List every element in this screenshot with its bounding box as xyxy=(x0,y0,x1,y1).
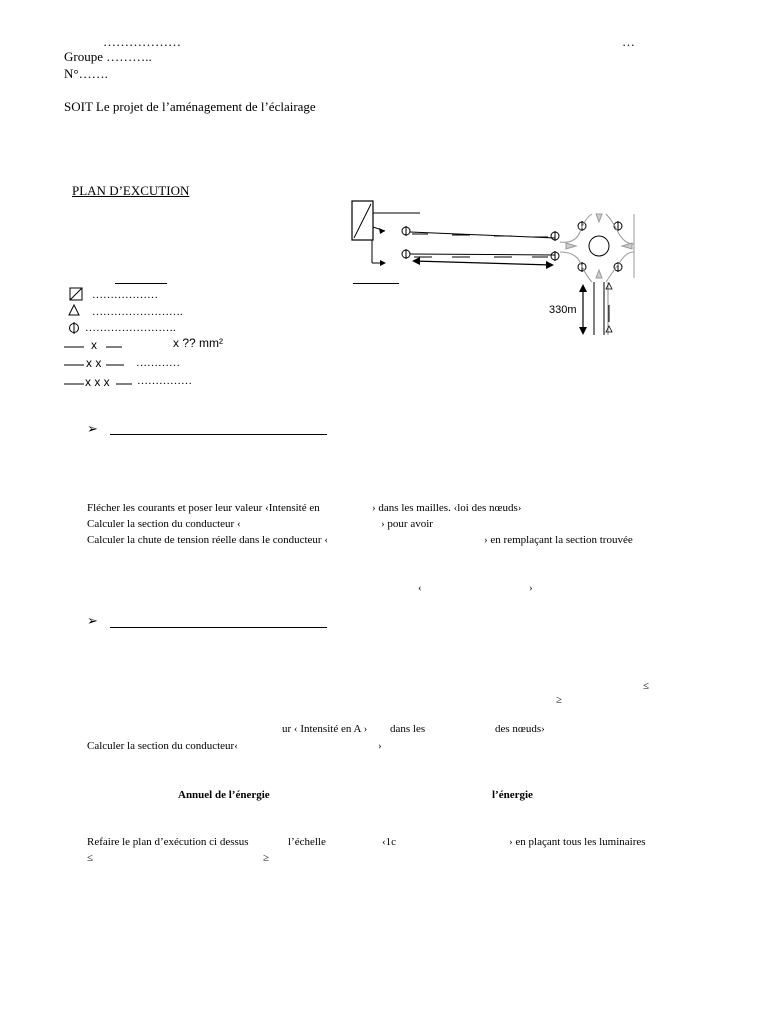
section1-line2a: Calculer la section du conducteur ‹ xyxy=(87,518,241,530)
number-line: N°……. xyxy=(64,66,108,81)
redo-line-part3: ‹1c xyxy=(382,836,397,848)
triangle-icon xyxy=(69,305,79,315)
energy-right-label: l’énergie xyxy=(492,789,533,801)
bottom-le-symbol: ≤ xyxy=(87,852,94,864)
section2-line-a1: ur ‹ Intensité en A › xyxy=(282,723,368,735)
section2-line-b2: › xyxy=(378,740,382,752)
roundabout xyxy=(560,214,634,282)
legend-cable-x-text: x ?? mm² xyxy=(173,336,224,350)
section1-bracket-close: › xyxy=(529,582,533,594)
plan-title: PLAN D’EXCUTION xyxy=(72,183,190,198)
header-dots-right: … xyxy=(622,34,635,49)
section2-title-blank xyxy=(110,627,327,628)
section2-line-b1: Calculer la section du conducteur‹ xyxy=(87,740,238,752)
legend-cable-xx-label: x x xyxy=(86,356,102,370)
header-dots-left: ……………… xyxy=(103,34,181,49)
luminaire-icon xyxy=(70,322,79,334)
triangle-icon xyxy=(606,283,612,289)
redo-line-part2: l’échelle xyxy=(288,836,326,848)
legend-triangle-text: ……………………. xyxy=(92,306,183,318)
section2-line-a2: dans les xyxy=(390,723,426,735)
distance-label: 330m xyxy=(549,304,577,316)
section1-bullet: ➢ xyxy=(87,421,98,436)
legend-cable-xx-text: ………… xyxy=(136,357,180,369)
legend-cable-x-label: x xyxy=(91,338,97,352)
redo-line-part1: Refaire le plan d’exécution ci dessus xyxy=(87,836,249,848)
legend-cable-xxx-label: x x x xyxy=(85,375,110,389)
panel-icon xyxy=(70,288,82,300)
triangle-icon xyxy=(606,326,612,332)
luminaire-icon xyxy=(402,221,622,272)
section1-line1a: Flécher les courants et poser leur valeur ‹Intensité en xyxy=(87,502,320,514)
legend-luminaire-text: ……………………. xyxy=(85,322,176,334)
diagram-panel-icon xyxy=(352,201,420,240)
le-symbol: ≤ xyxy=(643,680,650,692)
ge-symbol: ≥ xyxy=(556,694,563,706)
diagram-separator xyxy=(353,283,399,284)
redo-line-part4: › en plaçant tous les luminaires xyxy=(509,836,646,848)
section1-bracket-open: ‹ xyxy=(418,582,422,594)
section1-title-blank xyxy=(110,434,327,435)
section1-line3a: Calculer la chute de tension réelle dans le conducteur ‹ xyxy=(87,534,328,546)
legend-separator xyxy=(115,283,167,284)
group-line: Groupe ……….. xyxy=(64,49,152,64)
legend-cable-xxx-text: …………… xyxy=(137,375,192,387)
section1-line2b: › pour avoir xyxy=(381,518,433,530)
section2-bullet: ➢ xyxy=(87,613,98,628)
section1-line1b: › dans les mailles. ‹loi des nœuds› xyxy=(372,502,522,514)
energy-left-label: Annuel de l’énergie xyxy=(178,789,270,801)
bottom-ge-symbol: ≥ xyxy=(263,852,270,864)
legend-panel-text: ……………… xyxy=(92,289,158,301)
section1-line3b: › en remplaçant la section trouvée xyxy=(484,534,633,546)
section2-line-a3: des nœuds› xyxy=(495,723,545,735)
subject-line: SOIT Le projet de l’aménagement de l’éclairage xyxy=(64,99,316,114)
